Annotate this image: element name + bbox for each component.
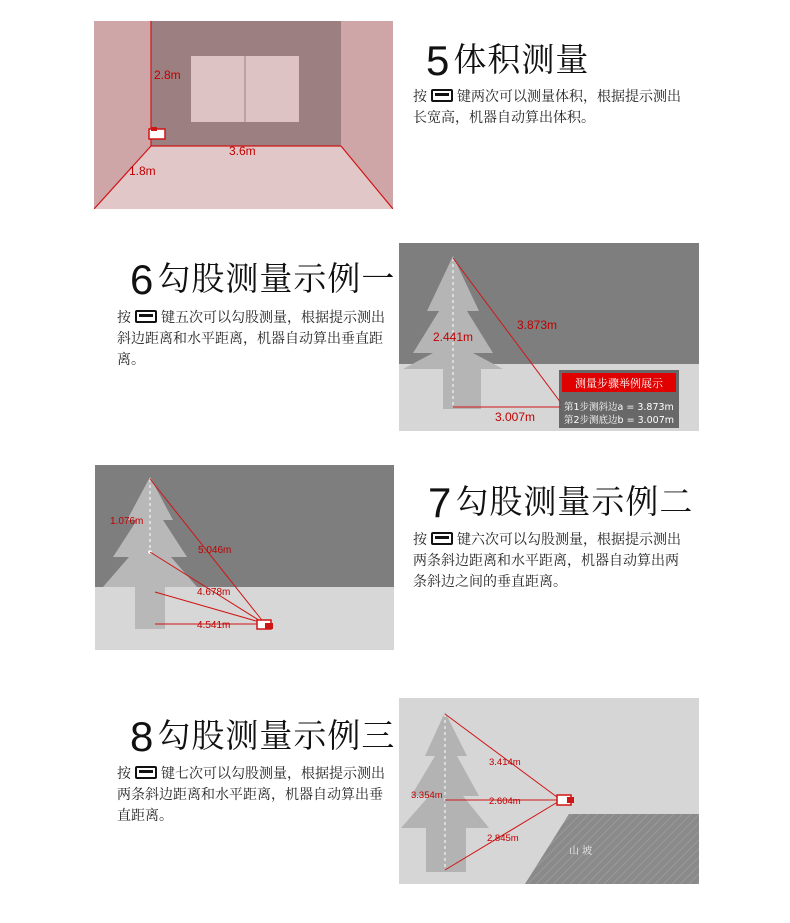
horizontal-label: 2.604m	[489, 796, 521, 807]
depth-label: 1.8m	[129, 164, 156, 178]
step-1-text: 第1步测斜边a = 3.873m	[564, 402, 674, 413]
slope-label: 山 坡	[569, 846, 593, 857]
section-5-title: 5体积测量	[426, 37, 590, 84]
step-2-text: 第2步测底边b = 3.007m	[564, 415, 675, 426]
section-5-description: 按 键两次可以测量体积，根据提示测出长宽高，机器自动算出体积。	[413, 89, 681, 126]
measurement-steps-box	[559, 370, 679, 428]
vertical-label: 3.354m	[411, 790, 443, 801]
pythagoras-example-2-illustration	[95, 465, 394, 650]
hypotenuse-top-label: 3.414m	[489, 757, 521, 768]
section-7-title: 7勾股测量示例二	[428, 479, 694, 526]
measure-key-icon	[431, 89, 453, 102]
volume-illustration	[94, 21, 393, 209]
width-label: 3.6m	[229, 144, 256, 158]
pythagoras-example-3-illustration	[399, 698, 699, 884]
section-7-description: 按 键六次可以勾股测量，根据提示测出两条斜边距离和水平距离，机器自动算出两条斜边之间的垂直距离。	[413, 532, 681, 590]
hypotenuse-mid-label: 4.678m	[197, 587, 231, 598]
section-8-title: 8勾股测量示例三	[130, 713, 396, 760]
vertical-label: 2.441m	[433, 330, 474, 344]
horizontal-label: 4.541m	[197, 620, 231, 631]
section-6-description: 按 键五次可以勾股测量，根据提示测出斜边距离和水平距离，机器自动算出垂直距离。	[117, 310, 385, 368]
vertical-label: 1.076m	[110, 516, 144, 527]
height-label: 2.8m	[154, 68, 181, 82]
measure-key-icon	[135, 310, 157, 323]
measure-key-icon	[431, 532, 453, 545]
horizontal-label: 3.007m	[495, 410, 536, 424]
section-6-title: 6勾股测量示例一	[130, 256, 396, 303]
hypotenuse-bottom-label: 2.845m	[487, 833, 519, 844]
steps-box-header: 测量步骤举例展示	[575, 377, 663, 390]
hypotenuse-top-label: 5.046m	[198, 545, 232, 556]
measure-key-icon	[135, 766, 157, 779]
section-8-description: 按 键七次可以勾股测量，根据提示测出两条斜边距离和水平距离，机器自动算出垂直距离。	[117, 766, 385, 824]
pythagoras-example-1-illustration	[399, 243, 699, 431]
hypotenuse-label: 3.873m	[517, 318, 558, 332]
